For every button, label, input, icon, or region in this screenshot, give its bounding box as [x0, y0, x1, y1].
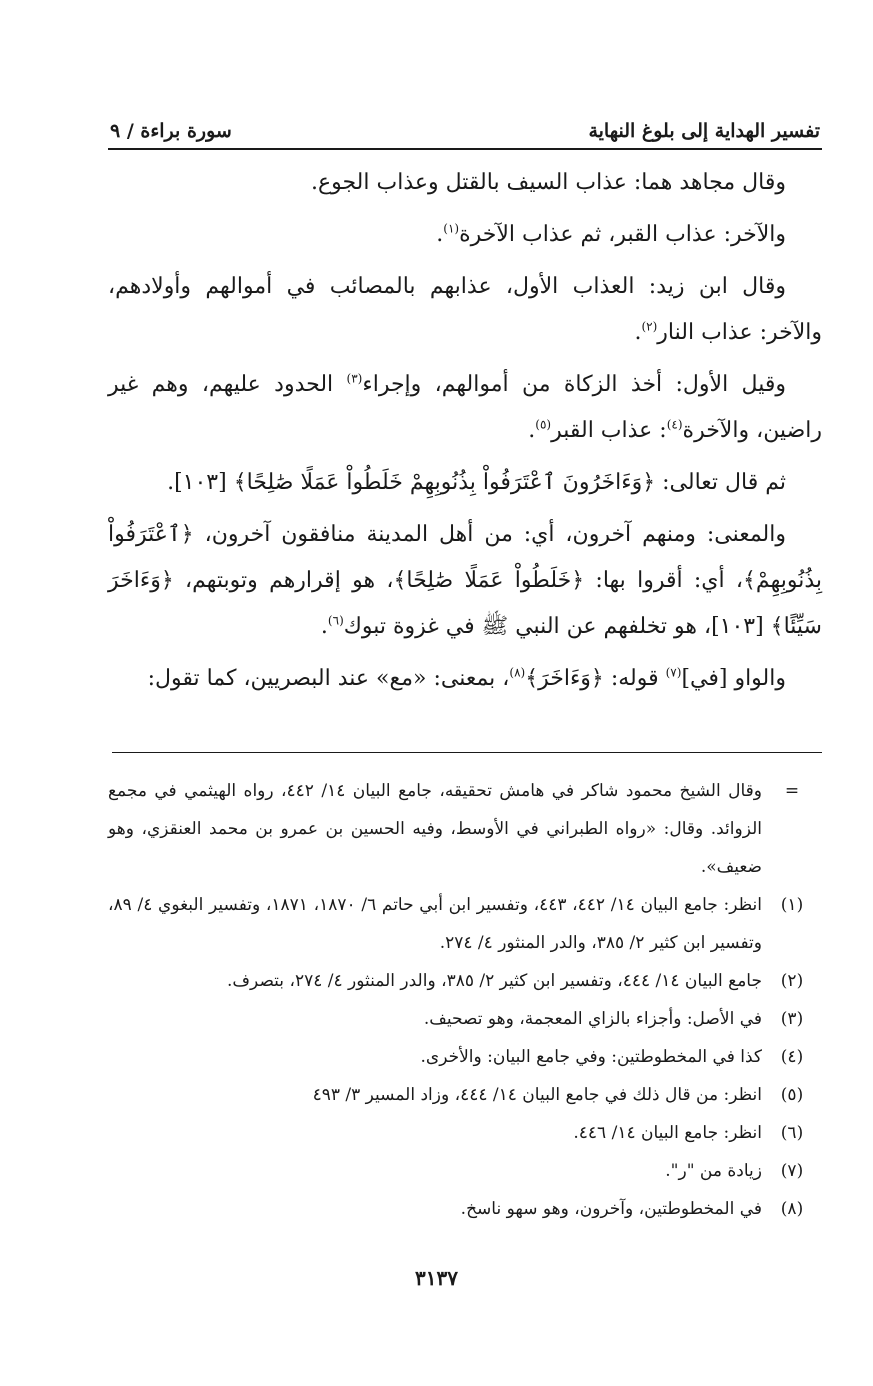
footnote-text: في المخطوطتين، وآخرون، وهو سهو ناسخ. — [460, 1199, 762, 1219]
paragraph-text: والآخر: عذاب القبر، ثم عذاب الآخرة — [459, 222, 786, 247]
footnote-ref: (١) — [443, 221, 460, 236]
paragraph — [108, 656, 822, 702]
footnote-text: كذا في المخطوطتين: وفي جامع البيان: والأخرى. — [420, 1047, 762, 1067]
footnote-number: (٣) — [780, 1009, 804, 1029]
paragraph-text: . — [436, 222, 444, 247]
footnote-number: = — [784, 781, 800, 801]
footnote-ref: (٢) — [641, 319, 658, 334]
footnote-text: جامع البيان ١٤/ ٤٤٤، وتفسير ابن كثير ٢/ ٣٨٥، والدر المنثور ٤/ ٢٧٤، بتصرف. — [227, 971, 762, 991]
footnote-text: زيادة من "ر". — [665, 1161, 762, 1181]
surah-label: سورة براءة / ٩ — [110, 120, 232, 142]
paragraph-text: وقال ابن زيد: العذاب الأول، عذابهم بالمصائب في أموالهم وأولادهم، والآخر: عذاب النار — [108, 274, 822, 345]
footnote-number: (١) — [780, 895, 804, 915]
footnote-text: في الأصل: وأجزاء بالزاي المعجمة، وهو تصحيف. — [423, 1009, 762, 1029]
paragraph-text: قوله: ﴿وَءَاخَرَ﴾ — [525, 666, 666, 691]
paragraph-text: وقال مجاهد هما: عذاب السيف بالقتل وعذاب الجوع. — [311, 170, 786, 195]
main-text — [108, 160, 822, 708]
page-number: ٣١٣٧ — [415, 1266, 458, 1290]
paragraph-text: . — [634, 320, 642, 345]
paragraph — [108, 362, 822, 454]
footnote-text: وقال الشيخ محمود شاكر في هامش تحقيقه، جامع البيان ١٤/ ٤٤٢، رواه الهيثمي في مجمع الزوائد. وقال: «رواه الطبراني في الأوسط، وفيه الحسين بن عمرو بن محمد العنقزي، وهو ضعيف». — [108, 781, 763, 877]
footnote-item — [108, 1190, 822, 1228]
paragraph-text: الحدود عليهم، وهم غير راضين، والآخرة — [108, 372, 822, 443]
footnote-ref: (٧) — [665, 665, 682, 680]
footnote-number: (٤) — [780, 1047, 804, 1067]
footnote-ref: (٣) — [346, 371, 363, 386]
footnote-ref: (٦) — [327, 613, 344, 628]
footnote-ref: (٨) — [509, 665, 526, 680]
header-divider — [108, 148, 822, 150]
running-header — [110, 108, 820, 142]
footnote-number: (٧) — [780, 1161, 804, 1181]
footnotes — [108, 772, 822, 1228]
footnote-text: انظر: من قال ذلك في جامع البيان ١٤/ ٤٤٤، وزاد المسير ٣/ ٤٩٣ — [312, 1085, 762, 1105]
footnote-item — [108, 962, 822, 1000]
footnote-item — [108, 1000, 822, 1038]
footnote-ref: (٤) — [666, 417, 683, 432]
paragraph-quran-verse — [108, 460, 822, 506]
paragraph-text: : عذاب القبر — [551, 418, 667, 443]
footnote-text: انظر: جامع البيان ١٤/ ٤٤٦. — [573, 1123, 762, 1143]
footnote-item — [108, 772, 822, 886]
footnote-text: انظر: جامع البيان ١٤/ ٤٤٢، ٤٤٣، وتفسير ابن أبي حاتم ٦/ ١٨٧٠، ١٨٧١، وتفسير البغوي ٤/ ٨٩، وتفسير ابن كثير ٢/ ٣٨٥، والدر المنثور ٤/ ٢٧٤. — [108, 895, 762, 953]
footnote-item — [108, 1114, 822, 1152]
footnote-item — [108, 1038, 822, 1076]
footnote-number: (٥) — [780, 1085, 804, 1105]
paragraph-text: والمعنى: ومنهم آخرون، أي: من أهل المدينة منافقون آخرون، ﴿ٱعْتَرَفُواْ بِذُنُوبِهِمْ﴾، أي: أقروا بها: ﴿خَلَطُواْ عَمَلًا صَٰلِحًا﴾، هو إقرارهم وتوبتهم، ﴿وَءَاخَرَ سَيِّئًا﴾ [١٠٣]، هو تخلفهم عن النبي ﷺ في غزوة تبوك — [108, 522, 822, 639]
footnote-item — [108, 886, 822, 962]
footnote-number: (٦) — [780, 1123, 804, 1143]
footnote-divider — [112, 752, 822, 753]
footnote-item — [108, 1152, 822, 1190]
book-title: تفسير الهداية إلى بلوغ النهاية — [588, 120, 820, 142]
paragraph-text: وقيل الأول: أخذ الزكاة من أموالهم، وإجراء — [362, 372, 787, 397]
paragraph-text: ثم قال تعالى: ﴿وَءَاخَرُونَ ٱعْتَرَفُواْ بِذُنُوبِهِمْ خَلَطُواْ عَمَلًا صَٰلِحًا﴾ [١٠٣]. — [167, 470, 786, 495]
footnote-number: (٨) — [780, 1199, 804, 1219]
paragraph — [108, 264, 822, 356]
footnote-number: (٢) — [780, 971, 804, 991]
paragraph-text: . — [528, 418, 536, 443]
footnote-item — [108, 1076, 822, 1114]
paragraph-text: والواو [في] — [681, 666, 786, 691]
footnote-ref: (٥) — [535, 417, 552, 432]
paragraph-text: ، بمعنى: «مع» عند البصريين، كما تقول: — [147, 666, 510, 691]
paragraph — [108, 212, 822, 258]
paragraph — [108, 160, 822, 206]
paragraph-text: . — [320, 614, 328, 639]
paragraph — [108, 512, 822, 650]
